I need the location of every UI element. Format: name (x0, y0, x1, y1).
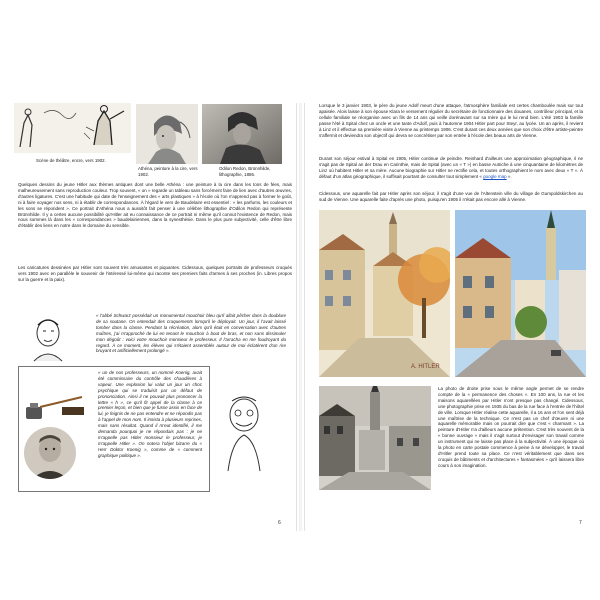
koenig-quote: « un de nos professeurs, un nommé Koenig, avait été commissaire du contrôle des chaudières à vapeur. Une explosion lui valut un jour un choc psychique qui se traduisit par un défaut de prononciation. Ainsi il ne pouvait plus prononcer la lettre « h », ce qu'il fit appel de la classe à ce premier leçon, et bien que je fusse assis en face de lui, je feignis de ne pas entendre et ne répondis pas à l'appel de mon nom. Il insista à plusieurs reprises, mais sans résultat. Quand il m'eut identifié, il me demanda pourquoi je ne répondais pas : je ne m'appelle pas Hitler monsieur le professeur, je m'appelle Hitler ». On notera l'objet bizarre du « Herr Doktor Koenig », comme de « comment graphique politique ». (98, 370, 202, 458)
odilon-redon-brunnhilde (202, 104, 282, 164)
modern-street-photo (455, 210, 586, 377)
right-paragraph-2-end: ». (506, 173, 512, 179)
google-map-link[interactable]: google map (483, 173, 507, 179)
right-paragraph-1: Lorsque le 3 janvier 1903, le père du jeune Adolf meurt d'une attaque, l'atmosphère familiale est certes chamboulée mais sur tout apaisée. Alois laisse à son épouse Klara le versement régulier du secrétaire de fonctionnaire des douanes, contrôleur principal, et la cellule familiale se réorganise avec un fils de 14 ans qui veille dorénavant sur sa mère qui le lui rend bien. L'été 1903 la famille passe l'été à Spital chez un oncle et une tante d'Adolf, puis à l'automne 1904 Hitler part pour Steyr, au lycée. Un an après, il revient à Linz et il effectue sa première visite à Vienne au printemps 1906. C'est durant ces deux années que son choix d'être artiste-peintre s'affermit et deviendra son objectif qui devra se concrétiser par son entrée à l'école des beaux arts de Vienne. (319, 103, 583, 138)
hitler-watercolor (319, 210, 450, 377)
left-paragraph-2: Les caricatures dessinées par Hitler sont souvent très amusantes et piquantes. Cidessous, quelques portraits de professeurs croqués vers 1902 avec en parallèle le souvenir de l'intéressé lui-même qui raconte ses premiers faits d'armes à ses proches (in. Libres propos sur la guerre et la paix). (18, 265, 292, 282)
book-fold (299, 103, 302, 531)
left-page (14, 103, 297, 531)
page-number-left: 6 (278, 520, 281, 526)
right-paragraph-3: Cidessous, une aquarelle fait par Hitler après son séjour, il s'agit d'une vue de l'Altenstein ville du village de Gumpoldskirchen au sud de Vienne. Une aquarelle faite d'après une photo, puisqu'en 1905 il n'était pas encore allé à Vienne. (319, 191, 583, 202)
odilon-caption: Odilon Redon, Brünnhilde, lithographie, 1886. (219, 166, 271, 177)
koenig-caricature (214, 393, 274, 473)
left-paragraph-1: Quelques dessins du jeune Hitler aux thèmes antiques dont une belle Athéna : une peinture à la cire dans les tons de fées, mais malheureusement sans reproduction couleur. Trop souvent, « on » regarde un tableau sans forcément faire de lien avec d'autres œuvres, d'autres ligatures. C'est une habitude qui date de l'enseignement des « arts plastiques » à l'école où l'on n'apprend pas à former le goût, ni à faire voyager nos sens, ni à établir de correspondances. À l'égard le vers de Baudelaire est essentiel : « les parfums, les couleurs et les sons se répondent ». Ce portrait d'Athéna nous a aussitôt fait penser à une célèbre lithographie d'Odilon Redon qui représente Brünnhilde. Il y a certes aucune possibilité qu'Hitler ait eu connaissance de ce portrait ni même qu'il connut l'existence de Redon, mais nous sommes là dans les « correspondances » baudelairiennes, dans la synesthésie. Dans le plus pure subjectivité, celle d'être libre d'établir des liens en notre dans le domaine du sensible. (18, 182, 292, 229)
theatre-scene-caption: Scène de théâtre, encre, vers 1902. (36, 158, 106, 163)
town-hall-1935-photo (319, 386, 431, 490)
right-paragraph-4: La photo de droite prise sous le même angle permet de se rendre compte de la « permanence des choses ». En 100 ans, la rue et les maisons aquarellées par Hitler n'ont presque pas changé. Cidessous, une photographie prise en 1935 du bas de la rue face à l'entrée de l'hôtel de ville. Lorsque Hitler réalise cette aquarelle, il a 16 ans et l'on sent déjà une maîtrise de la technique. Ce n'est pas un chef d'œuvre ni une aquarelle mémorable mais on pourrait dire que c'est « charmant ». La peinture d'Hitler n'a d'ailleurs aucune prétention. C'est très souvent de la « bonne ouvrage » mais il s'agit surtout d'envisager son travail comme un instrument qui ne laisse pas place à la subjectivité. À une époque où la photo en carte postale commence à peine à se développer, le travail d'Hitler prend toute sa place. Ce n'est véritablement que dans ses croquis de bâtiments et d'architectures « fantasmées » qu'il laissera libre cours à son imagination. (438, 386, 584, 468)
young-hitler-photo (24, 427, 76, 479)
abbe-schwarz-caricature (18, 311, 78, 363)
schwarz-quote: « l'abbé Schwarz possédait un monumental mouchoir bleu qu'il allait pêcher dans la doublure de sa soutane. On entendait des craquements lorsqu'il le déployait. Un jour, il l'avait laissé tomber dans la classe. Pendant la récréation, alors qu'il était en conversation avec d'autres maîtres, j'ai m'approché de lui en tenant le mouchoir à bout de bras, et non sans dissimuler mon dégoût : voici votre mouchoir monsieur le professeur. Il l'arracha en me foudroyant du regard. À ce moment, les élèves qui s'étaient assemblés autour de moi éclatèrent d'un rire bruyant et artificiellement prolongé ». (96, 313, 286, 354)
athena-painting (136, 104, 198, 164)
inkwell-pen-image (22, 393, 90, 423)
right-paragraph-2-text: Durant son séjour estival à Spital en 1905, Hitler continue de peindre. Reinhard d'ailleurs une approximation géographique, il ne s'agit pas de Spital an der Drau en Carinthie, mais de Spital (avec un « T ») en basse Autriche à une cinquantaine de kilomètres de Linz où habitent Hitler et sa mère. Aucune biographie sur Hitler ne rectifie cela, et toutes orthographient le nom avec deux « T ». À défaut d'un atlas géographique, il suffisait pourtant de consulter tout simplement « (319, 156, 583, 179)
right-page (304, 103, 587, 531)
watercolor-signature: A. HITLER (411, 364, 440, 370)
athena-caption: Athéna, peinture à la cire, vers 1902. (138, 166, 198, 177)
theatre-scene-sketch (14, 103, 131, 153)
right-paragraph-2 (319, 156, 583, 180)
page-number-right: 7 (579, 520, 582, 526)
